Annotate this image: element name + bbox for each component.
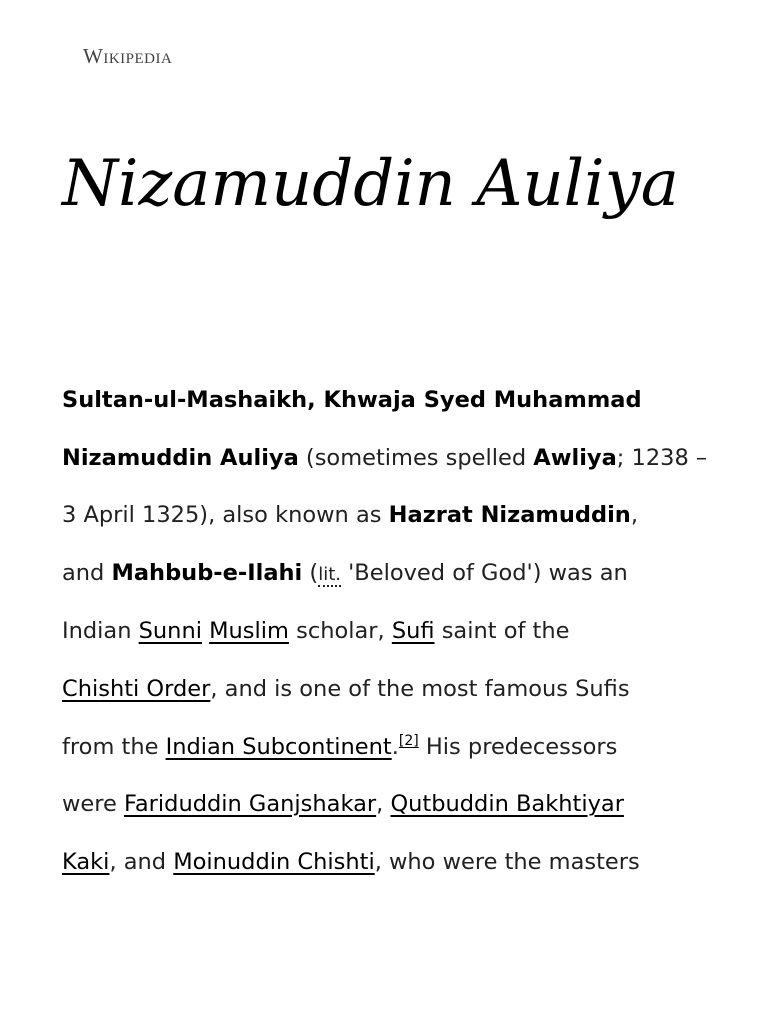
paragraph-text: His predecessors [418, 733, 618, 760]
bold-term: Awliya [533, 444, 617, 471]
link-sufi[interactable]: Sufi [391, 618, 435, 645]
paragraph-text: , and is one of the most famous Sufis [210, 675, 630, 702]
link-muslim[interactable]: Muslim [209, 618, 289, 645]
paragraph-line [62, 834, 722, 892]
paragraph-text: saint of the [434, 618, 570, 645]
link-chishti-order[interactable]: Chishti Order [62, 675, 211, 702]
paragraph-text: 3 April 1325), also known as [62, 502, 389, 529]
paragraph-text: , [630, 502, 638, 529]
reference-link[interactable]: [2] [398, 732, 419, 749]
paragraph-text: . [391, 733, 399, 760]
page-title: Nizamuddin Auliya [62, 147, 679, 221]
wikipedia-wordmark[interactable]: Wikipedia [83, 44, 173, 68]
paragraph-text: ( [302, 559, 319, 586]
paragraph-text: scholar, [288, 618, 392, 645]
bold-term: Mahbub-e-Ilahi [111, 559, 303, 586]
link-indian-subcontinent[interactable]: Indian Subcontinent [165, 733, 392, 760]
paragraph-text: (sometimes spelled [298, 444, 534, 471]
paragraph-text: Indian [62, 618, 139, 645]
paragraph-line [62, 603, 722, 661]
paragraph-text: ; 1238 – [616, 444, 708, 471]
link-fariduddin-ganjshakar[interactable]: Fariduddin Ganjshakar [124, 791, 377, 818]
paragraph-text: from the [62, 733, 166, 760]
paragraph-line [62, 776, 722, 834]
bold-term: Hazrat Nizamuddin [388, 502, 631, 529]
paragraph-line [62, 487, 722, 545]
paragraph-line [62, 661, 722, 719]
article-lead-paragraph [62, 372, 722, 891]
paragraph-line [62, 545, 722, 604]
paragraph-line [62, 719, 722, 777]
paragraph-text: , who were the masters [374, 848, 640, 875]
paragraph-text: , [376, 791, 391, 818]
paragraph-text: 'Beloved of God') was an [340, 559, 628, 586]
paragraph-text: were [62, 791, 124, 818]
link-moinuddin-chishti[interactable]: Moinuddin Chishti [173, 848, 375, 875]
paragraph-line [62, 430, 722, 488]
link-sunni[interactable]: Sunni [138, 618, 202, 645]
reference-superscript [399, 733, 419, 749]
link-qutbuddin-bakhtiyar[interactable]: Qutbuddin Bakhtiyar [390, 791, 624, 818]
paragraph-text: , and [109, 848, 174, 875]
link-kaki[interactable]: Kaki [62, 848, 110, 875]
bold-term: Nizamuddin Auliya [62, 444, 299, 471]
paragraph-line [62, 372, 722, 430]
literally-abbreviation[interactable]: lit. [318, 563, 341, 585]
paragraph-text: and [62, 559, 112, 586]
bold-term: Sultan-ul-Mashaikh, Khwaja Syed Muhammad [62, 387, 642, 413]
